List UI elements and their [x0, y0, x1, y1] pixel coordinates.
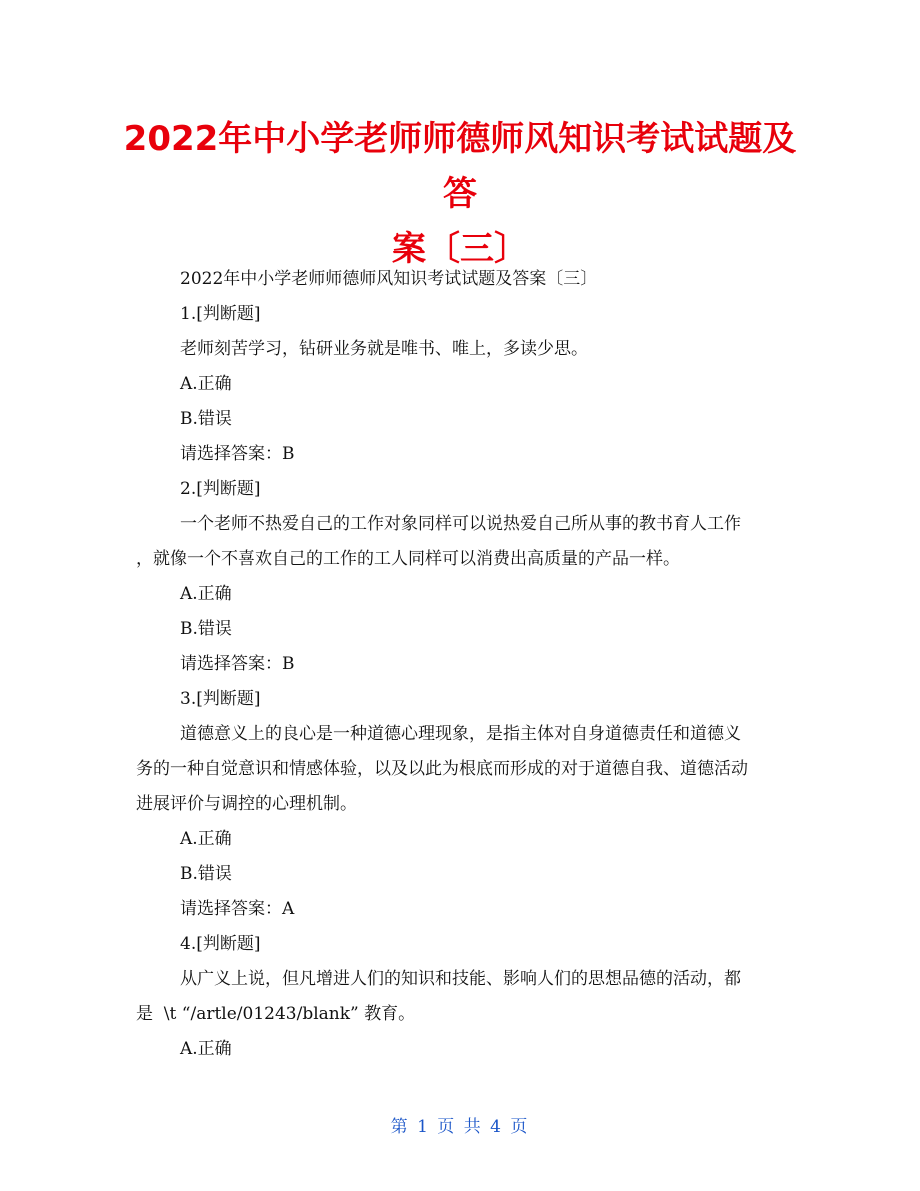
question-3-text-line-2: 务的一种自觉意识和情感体验，以及以此为根底而形成的对于道德自我、道德活动 [136, 759, 748, 779]
question-4-text-line-1: 从广义上说，但凡增进人们的知识和技能、影响人们的思想品德的活动，都 [180, 969, 741, 989]
question-4-text-line-2: 是 \t “/artle/01243/blank” 教育。 [136, 1004, 416, 1024]
question-1-option-a: A.正确 [180, 374, 232, 394]
question-4-option-a: A.正确 [180, 1039, 232, 1059]
page-number-label: 第 1 页 共 4 页 [390, 1117, 530, 1137]
question-2-answer: 请选择答案：B [180, 654, 295, 674]
title-line-2: 案〔三〕 [392, 229, 528, 269]
title-line-1: 2022年中小学老师师德师风知识考试试题及答 [123, 119, 797, 214]
question-3-answer: 请选择答案：A [180, 899, 295, 919]
question-4-number: 4.[判断题] [180, 934, 261, 954]
question-1-text: 老师刻苦学习，钻研业务就是唯书、唯上，多读少思。 [180, 339, 588, 359]
question-3-option-b: B.错误 [180, 864, 232, 884]
question-1-option-b: B.错误 [180, 409, 232, 429]
question-3-option-a: A.正确 [180, 829, 232, 849]
question-2-option-a: A.正确 [180, 584, 232, 604]
page-footer [0, 1112, 920, 1137]
question-1-number: 1.[判断题] [180, 304, 261, 324]
question-2-number: 2.[判断题] [180, 479, 261, 499]
question-3-text-line-3: 进展评价与调控的心理机制。 [136, 794, 357, 814]
document-body [136, 262, 788, 1067]
intro-line: 2022年中小学老师师德师风知识考试试题及答案〔三〕 [180, 269, 598, 289]
question-2-text-line-1: 一个老师不热爱自己的工作对象同样可以说热爱自己所从事的教书育人工作 [180, 514, 741, 534]
question-3-number: 3.[判断题] [180, 689, 261, 709]
question-3-text-line-1: 道德意义上的良心是一种道德心理现象，是指主体对自身道德责任和道德义 [180, 724, 741, 744]
question-2-text-line-2: ，就像一个不喜欢自己的工作的工人同样可以消费出高质量的产品一样。 [136, 549, 680, 569]
question-2-option-b: B.错误 [180, 619, 232, 639]
document-title [120, 112, 800, 277]
question-1-answer: 请选择答案：B [180, 444, 295, 464]
